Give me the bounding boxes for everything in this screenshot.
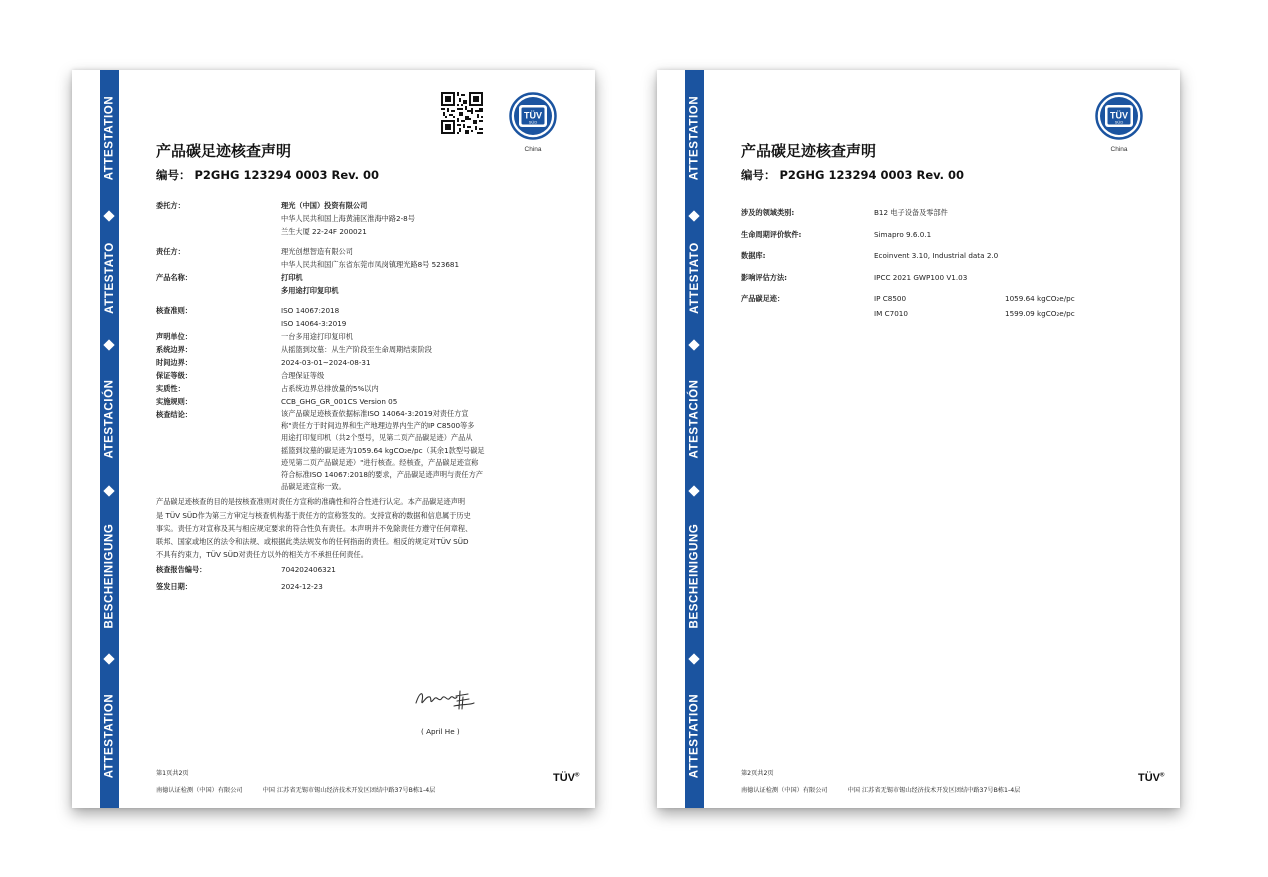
responsible-row: [156, 245, 556, 271]
statement-line: 不具有约束力，TÜV SÜD对责任方以外的相关方不承担任何责任。: [156, 550, 368, 560]
company-address: 中国 江苏省无锡市锡山经济技术开发区团结中路37号B栋1-4层: [262, 787, 436, 794]
field-value: 打印机: [281, 273, 303, 282]
tuv-mark: TÜV®: [1138, 772, 1165, 784]
diamond-icon: [688, 210, 699, 221]
standard-row: [156, 304, 556, 330]
statement-line: 事实。责任方对宣称及其与相应规定要求的符合性负有责任。本声明并不免除责任方遵守任何章程、: [156, 523, 473, 533]
qr-code-icon: [441, 92, 483, 134]
carbon-footprint-row: [741, 288, 1161, 321]
field-value: ISO 14064-3:2019: [281, 319, 347, 328]
field-label: 实施规则：: [156, 397, 192, 406]
band-word: ATTESTATION: [688, 693, 701, 779]
page-number: 第2页共2页: [741, 770, 774, 777]
diamond-icon: [103, 339, 114, 350]
field-label: 核查准则：: [156, 306, 192, 315]
field-value: B12 电子设备及零部件: [874, 208, 948, 217]
model-name: IP C8500: [874, 294, 907, 303]
field-label: 生命周期评价软件:: [741, 229, 802, 239]
band-word: ATTESTATION: [103, 693, 116, 779]
field-label: 产品名称：: [156, 273, 192, 282]
field-label: 系统边界：: [156, 345, 192, 354]
band-word: BESCHEINIGUNG: [688, 523, 701, 629]
report-number-row: [156, 563, 556, 576]
materiality-row: [156, 382, 556, 395]
statement-paragraph: [156, 495, 544, 561]
signature-icon: [412, 687, 482, 713]
company-name: 南德认证检测（中国）有限公司: [741, 787, 828, 794]
footprint-value: 1599.09 kgCO₂e/pc: [1005, 309, 1075, 318]
rules-row: [156, 395, 556, 408]
field-value: 合理保证等级: [281, 371, 325, 380]
system-boundary-row: [156, 343, 556, 356]
field-value: ISO 14067:2018: [281, 306, 340, 315]
field-value: 从摇篮到坟墓：从生产阶段至生命周期结束阶段: [281, 345, 432, 354]
field-value: 中华人民共和国上海黄浦区淮海中路2-8号: [281, 214, 415, 223]
field-label: 产品碳足迹：: [741, 294, 785, 303]
lca-software-row: [741, 224, 1161, 246]
svg-text:SÜD: SÜD: [1114, 119, 1124, 125]
method-row: [741, 267, 1161, 289]
tuv-logo-icon: [1095, 92, 1143, 140]
diamond-icon: [103, 653, 114, 664]
product-row: [156, 271, 556, 297]
model-name: IM C7010: [874, 309, 908, 318]
logo-caption: China: [524, 146, 542, 153]
diamond-icon: [688, 653, 699, 664]
band-word: ATESTACIÓN: [688, 379, 701, 459]
diamond-icon: [103, 210, 114, 221]
field-label: 数据库:: [741, 251, 766, 260]
client-row: [156, 199, 556, 238]
declared-unit-row: [156, 330, 556, 343]
footer-issuer: [741, 785, 1020, 794]
field-value: 兰生大厦 22-24F 200021: [281, 227, 367, 236]
footprint-item: [874, 306, 1161, 321]
assurance-row: [156, 369, 556, 382]
page-title: 产品碳足迹核查声明: [156, 142, 292, 160]
field-value: CCB_GHG_GR_001CS Version 05: [281, 397, 398, 406]
svg-text:TÜV: TÜV: [1110, 110, 1128, 121]
footprint-item: [874, 291, 1161, 306]
conclusion-line: 符合标准ISO 14067:2018的要求，产品碳足迹声明与责任方产: [281, 470, 483, 480]
conclusion-line: 摇篮到坟墓的碳足迹为1059.64 kgCO₂e/pc（其余1款型号碳足: [281, 445, 485, 455]
issue-date-row: [156, 580, 556, 593]
tuv-mark: TÜV®: [553, 772, 580, 784]
field-value: IPCC 2021 GWP100 V1.03: [874, 272, 968, 282]
conclusion-line: 该产品碳足迹核查依据标准ISO 14064-3:2019对责任方宣: [281, 409, 469, 418]
field-value: 理光创想智造有限公司: [281, 247, 353, 256]
field-value: 2024-12-23: [281, 582, 323, 592]
svg-text:SÜD: SÜD: [528, 119, 538, 125]
attestation-band: [100, 70, 119, 808]
tuv-logo: [509, 92, 557, 153]
page-title: 产品碳足迹核查声明: [741, 142, 877, 160]
conclusion-line: 品碳足迹宣称一致。: [281, 482, 346, 492]
tuv-logo: [1095, 92, 1143, 153]
band-word: ATTESTATION: [688, 95, 701, 181]
footer-issuer: [156, 785, 435, 794]
page-number: 第1页共2页: [156, 770, 189, 777]
band-word: ATTESTATION: [103, 95, 116, 181]
database-row: [741, 245, 1161, 267]
diamond-icon: [103, 485, 114, 496]
attestation-band: [685, 70, 704, 808]
conclusion-row: [156, 408, 556, 493]
field-value: 理光（中国）投资有限公司: [281, 201, 368, 210]
logo-caption: China: [1110, 146, 1128, 153]
field-label: 时间边界：: [156, 358, 192, 367]
conclusion-line: 迹见第二页产品碳足迹）"进行核查。经核查，产品碳足迹宣称: [281, 457, 479, 467]
time-boundary-row: [156, 356, 556, 369]
field-label: 影响评估方法:: [741, 272, 787, 282]
company-address: 中国 江苏省无锡市锡山经济技术开发区团结中路37号B栋1-4层: [847, 787, 1021, 794]
band-word: BESCHEINIGUNG: [103, 523, 116, 629]
field-value: 多用途打印复印机: [281, 286, 339, 295]
band-word: ATESTACIÓN: [103, 379, 116, 459]
statement-line: 产品碳足迹核查的目的是按核查准则对责任方宣称的准确性和符合性进行认定。本产品碳足迹声明: [156, 497, 466, 507]
field-value: 704202406321: [281, 565, 336, 575]
document-number: 编号： P2GHG 123294 0003 Rev. 00: [741, 168, 965, 182]
certificate-fields: [741, 202, 1161, 321]
statement-line: 是 TÜV SÜD作为第三方审定与核查机构基于责任方的宣称签发的。支持宣称的数据和信息属于历史: [156, 510, 471, 520]
field-value: Simapro 9.6.0.1: [874, 229, 932, 239]
field-label: 核查结论：: [156, 410, 192, 419]
band-word: ATTESTATO: [103, 242, 116, 314]
field-label: 责任方：: [156, 247, 185, 256]
field-value: 一台多用途打印复印机: [281, 332, 353, 341]
diamond-icon: [688, 339, 699, 350]
band-word: ATTESTATO: [688, 242, 701, 314]
svg-text:TÜV: TÜV: [524, 110, 542, 121]
field-label: 签发日期：: [156, 582, 192, 592]
conclusion-line: 用途打印复印机（共2个型号，见第二页产品碳足迹）产品从: [281, 433, 473, 443]
certificate-page-2: [657, 70, 1180, 808]
signer-name: ( April He ): [421, 727, 460, 736]
field-value: 2024-03-01~2024-08-31: [281, 358, 371, 367]
tuv-logo-icon: [509, 92, 557, 140]
statement-line: 联邦、国家或地区的法令和法规、或根据此类法规发布的任何指南的责任。相反的规定对TÜV SÜD: [156, 537, 469, 547]
company-name: 南德认证检测（中国）有限公司: [156, 787, 243, 794]
document-number: 编号： P2GHG 123294 0003 Rev. 00: [156, 168, 380, 182]
field-value: Ecoinvent 3.10, Industrial data 2.0: [874, 251, 999, 260]
diamond-icon: [688, 485, 699, 496]
footprint-value: 1059.64 kgCO₂e/pc: [1005, 294, 1075, 303]
conclusion-line: 称"责任方于时间边界和生产地理边界内生产的IP C8500等多: [281, 421, 475, 431]
field-value: 占系统边界总排放量的5%以内: [281, 384, 379, 393]
field-label: 保证等级：: [156, 371, 192, 380]
field-label: 实质性：: [156, 384, 185, 393]
field-category-row: [741, 202, 1161, 224]
field-value: 中华人民共和国广东省东莞市凤岗镇理光路8号 523681: [281, 260, 460, 269]
certificate-page-1: [72, 70, 595, 808]
certificate-fields: [156, 199, 556, 593]
field-label: 核查报告编号：: [156, 565, 207, 575]
field-label: 涉及的领域类别:: [741, 208, 795, 217]
field-label: 委托方：: [156, 201, 185, 210]
field-label: 声明单位：: [156, 332, 192, 341]
